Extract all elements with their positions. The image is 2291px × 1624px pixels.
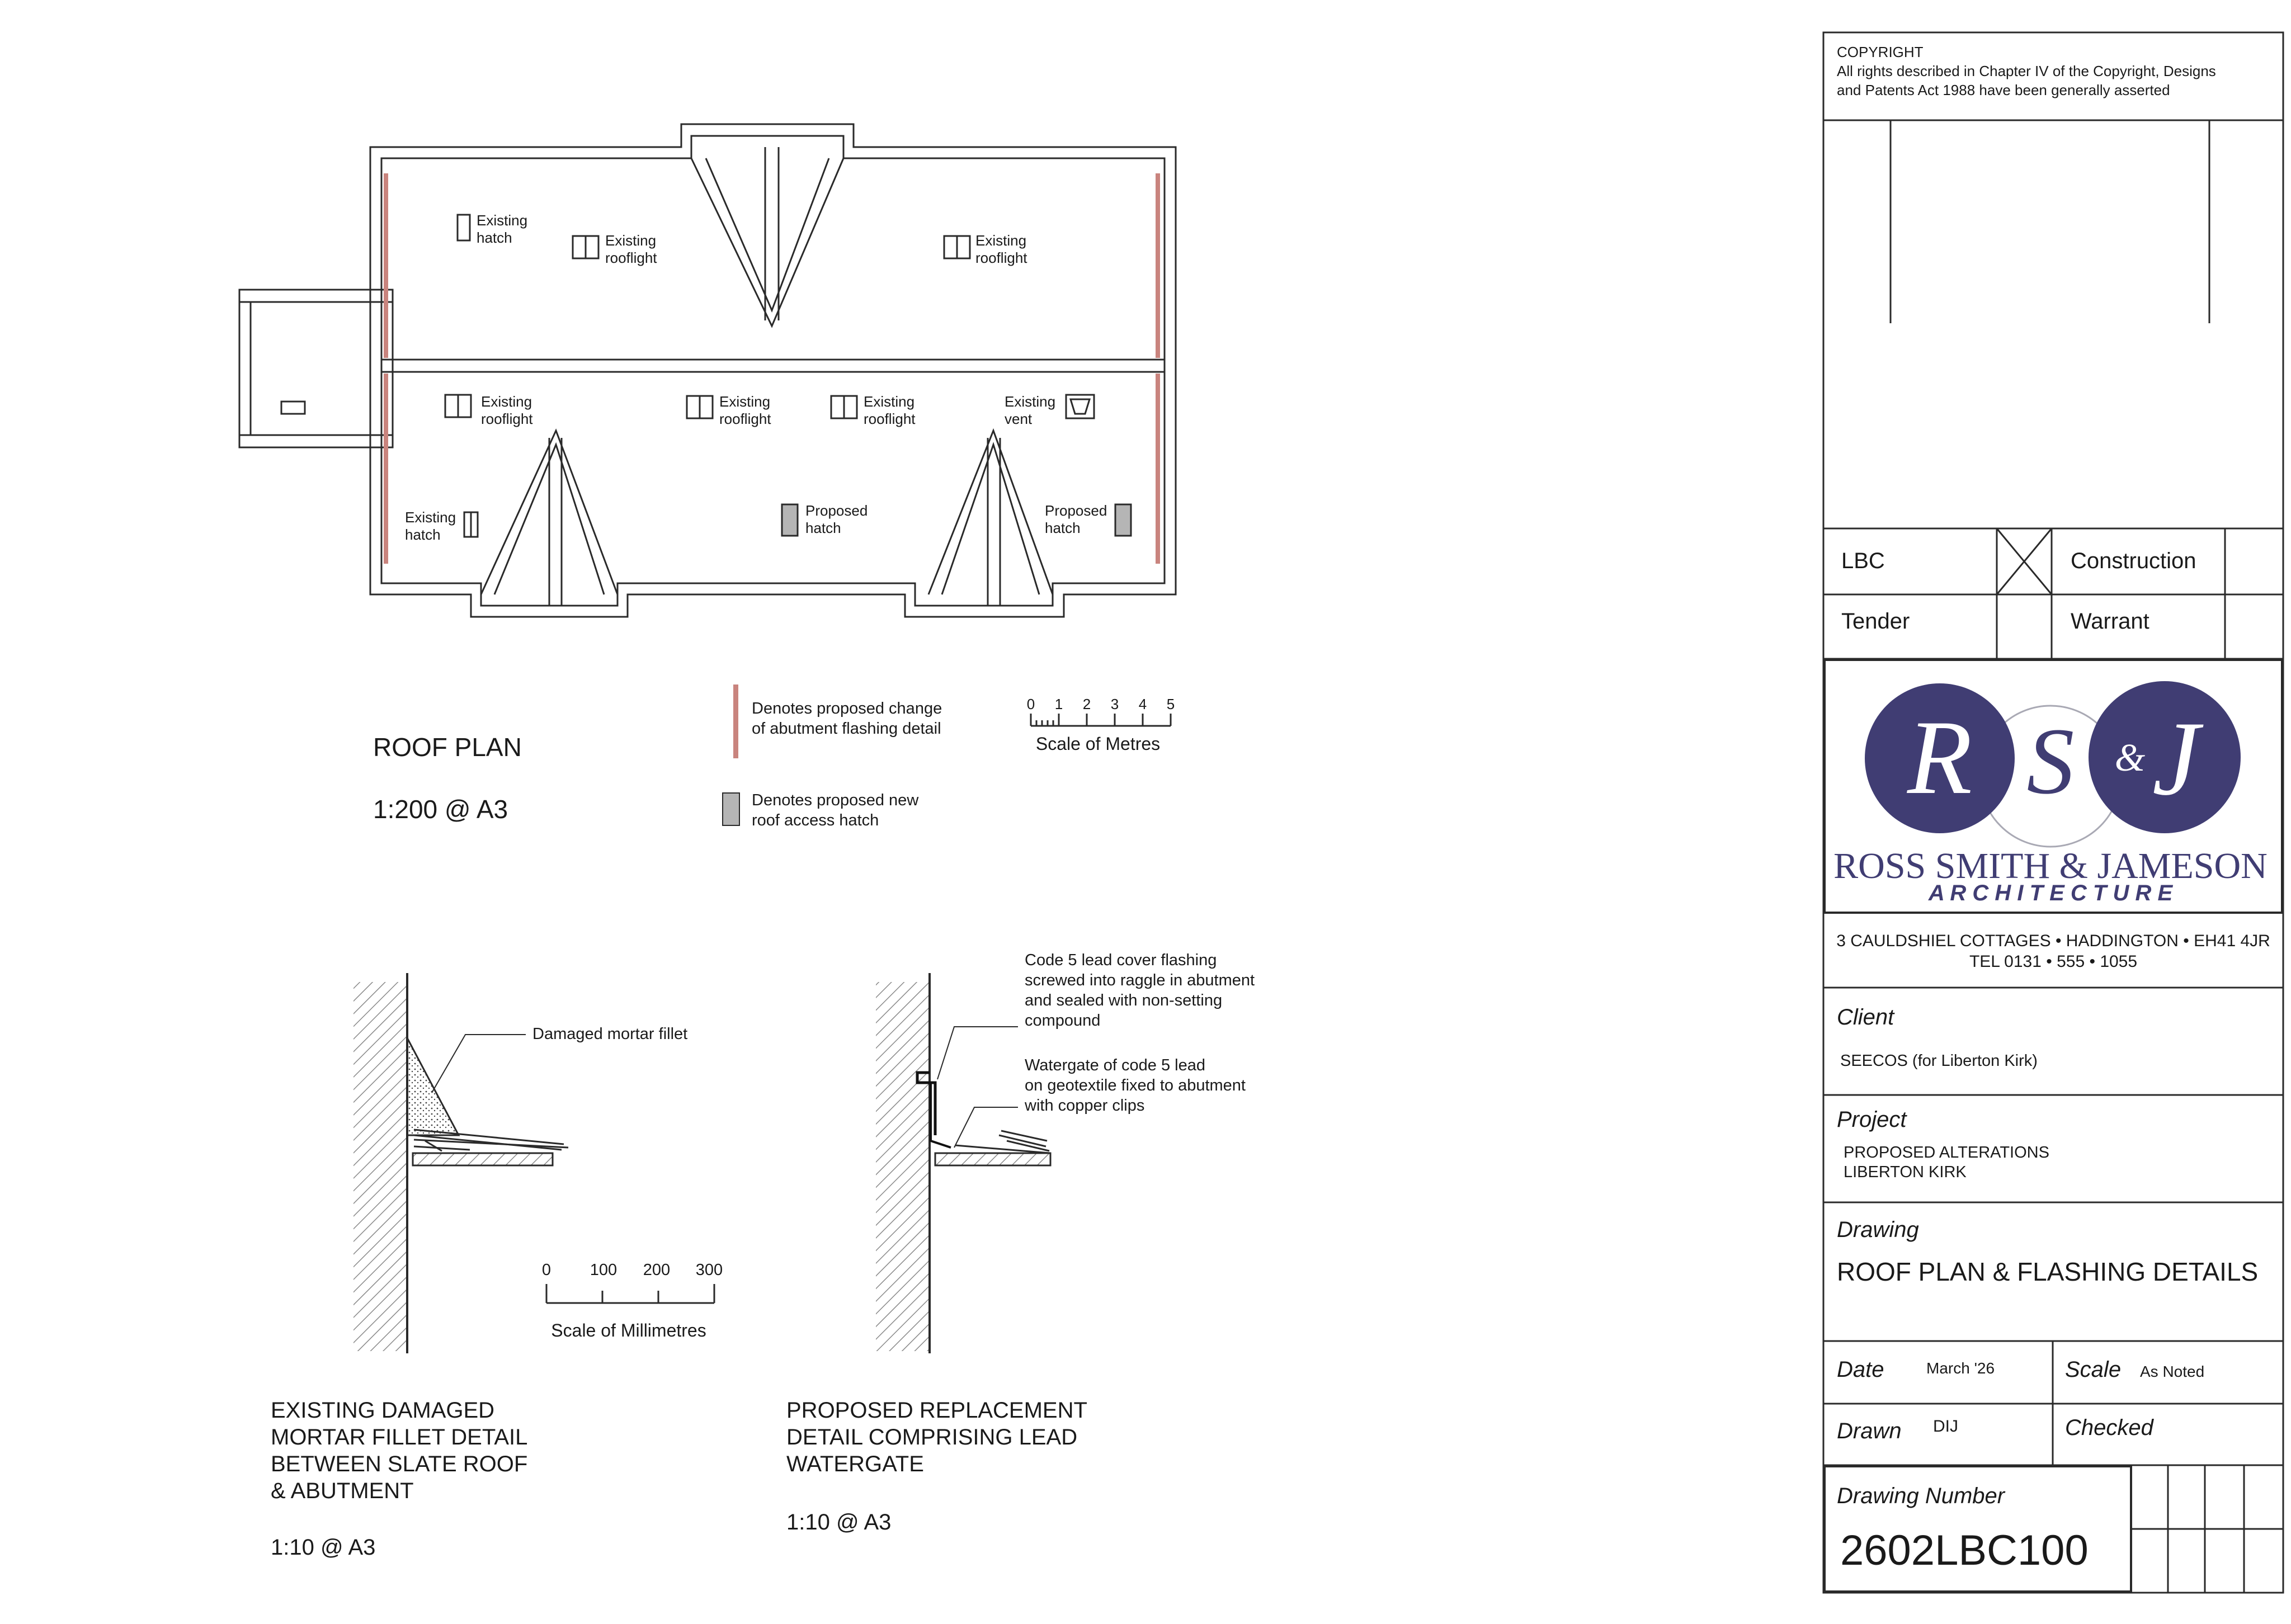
status-warrant[interactable]: Warrant	[2071, 609, 2149, 634]
mortar-fillet	[407, 1038, 459, 1135]
legend-flashing-swatch	[733, 684, 738, 758]
vent-icon	[1066, 395, 1094, 418]
roof-plan	[239, 124, 1176, 617]
drawing-title: ROOF PLAN & FLASHING DETAILS	[1837, 1257, 2259, 1286]
porch-vent	[281, 402, 305, 414]
mm-tick-label: 100	[590, 1261, 617, 1279]
scale-tick-label: 2	[1082, 696, 1091, 712]
mm-scale-caption: Scale of Millimetres	[551, 1320, 706, 1340]
roof-plan-title: ROOF PLAN	[373, 733, 522, 762]
rooflight-icon	[573, 236, 598, 258]
roof-labels	[405, 212, 1107, 543]
logo-letter-j: J	[2152, 700, 2200, 818]
legend-hatch-text: Denotes proposed new roof access hatch	[752, 791, 919, 829]
scale-tick-label: 0	[1026, 696, 1035, 712]
existing-detail-title: EXISTING DAMAGED MORTAR FILLET DETAIL BETWEEN SLATE ROOF & ABUTMENT	[271, 1398, 528, 1503]
proposed-hatch-icon	[782, 504, 798, 536]
label-existing-hatch: Existing hatch	[405, 509, 456, 543]
roof-plan-scale: 1:200 @ A3	[373, 795, 508, 824]
rooflight-icon	[687, 396, 713, 418]
callout-damaged-fillet: Damaged mortar fillet	[532, 1025, 688, 1043]
metres-scale-bar	[1027, 696, 1175, 754]
lead-watergate	[931, 1083, 951, 1148]
client-label: Client	[1837, 1005, 1894, 1030]
proposed-detail-scale: 1:10 @ A3	[786, 1510, 892, 1535]
drawing-number: 2602LBC100	[1840, 1527, 2089, 1574]
scale-tick-label: 3	[1110, 696, 1119, 712]
logo-letter-r: R	[1907, 699, 1973, 816]
callout-cover-flashing: Code 5 lead cover flashing screwed into raggle in abutment and sealed with non-setting compound	[1025, 951, 1255, 1030]
label-existing-hatch: Existing hatch	[477, 212, 528, 246]
roof-symbols	[445, 215, 1131, 537]
client-value: SEECOS (for Liberton Kirk)	[1840, 1052, 2038, 1070]
mm-tick-label: 300	[695, 1261, 723, 1279]
label-existing-rooflight: Existing rooflight	[975, 232, 1027, 266]
date-value: March '26	[1926, 1359, 1995, 1377]
status-lbc[interactable]: LBC	[1841, 549, 1885, 573]
roof-outline-outer	[370, 124, 1176, 617]
legend-hatch-swatch	[723, 793, 739, 825]
drawing-label: Drawing	[1837, 1217, 1919, 1242]
date-label: Date	[1837, 1357, 1884, 1382]
project-value: PROPOSED ALTERATIONS LIBERTON KIRK	[1844, 1144, 2049, 1181]
drawn-label: Drawn	[1837, 1419, 1902, 1443]
logo-architecture: A R C H I T E C T U R E	[1928, 881, 2173, 905]
rooflight-icon	[944, 236, 970, 258]
label-existing-rooflight: Existing rooflight	[481, 393, 533, 427]
mm-tick-label: 0	[541, 1261, 551, 1279]
drawn-value: DIJ	[1933, 1417, 1958, 1436]
logo-ampersand: &	[2114, 737, 2146, 780]
proposed-detail-title: PROPOSED REPLACEMENT DETAIL COMPRISING LEAD WATERGATE	[786, 1398, 1087, 1476]
logo-firm-name: ROSS SMITH & JAMESON	[1833, 846, 2268, 886]
scale-caption: Scale of Metres	[1035, 734, 1161, 754]
proposed-detail	[786, 951, 1259, 1535]
copyright-text: COPYRIGHT All rights described in Chapter IV of the Copyright, Designs and Patents Act 1988 have been generally asserted	[1837, 44, 2216, 98]
rsj-logo	[1833, 681, 2268, 905]
label-existing-rooflight: Existing rooflight	[719, 393, 771, 427]
scale-tick-label: 5	[1166, 696, 1175, 712]
drawing-number-label: Drawing Number	[1837, 1484, 2005, 1508]
firm-address: 3 CAULDSHIEL COTTAGES • HADDINGTON • EH41 4JR	[1836, 932, 2270, 950]
label-existing-rooflight: Existing rooflight	[864, 393, 916, 427]
checked-label: Checked	[2065, 1415, 2153, 1440]
project-label: Project	[1837, 1107, 1907, 1132]
legend-flashing-text: Denotes proposed change of abutment flashing detail	[752, 700, 942, 738]
rooflight-icon	[445, 395, 471, 417]
scale-tick-label: 4	[1138, 696, 1147, 712]
scale-value: As Noted	[2140, 1363, 2205, 1380]
logo-letter-s: S	[2026, 709, 2075, 814]
scale-tick-label: 1	[1054, 696, 1063, 712]
scale-label: Scale	[2065, 1357, 2122, 1382]
existing-hatch-icon	[458, 215, 470, 240]
label-existing-vent: Existing vent	[1005, 393, 1056, 427]
mm-scale-bar	[542, 1261, 723, 1340]
existing-hatch-icon	[464, 512, 478, 537]
callout-watergate: Watergate of code 5 lead on geotextile fixed to abutment with copper clips	[1025, 1056, 1246, 1115]
mm-tick-label: 200	[643, 1261, 671, 1279]
existing-detail	[271, 973, 687, 1560]
proposed-hatch-icon	[1115, 504, 1131, 536]
legend	[723, 684, 942, 829]
status-tender[interactable]: Tender	[1841, 609, 1910, 634]
existing-detail-scale: 1:10 @ A3	[271, 1535, 376, 1560]
label-existing-rooflight: Existing rooflight	[605, 232, 657, 266]
rooflight-icon	[831, 396, 857, 418]
firm-telephone: TEL 0131 • 555 • 1055	[1969, 952, 2138, 971]
label-proposed-hatch: Proposed hatch	[1045, 502, 1107, 536]
label-proposed-hatch: Proposed hatch	[805, 502, 868, 536]
status-construction[interactable]: Construction	[2071, 549, 2196, 573]
